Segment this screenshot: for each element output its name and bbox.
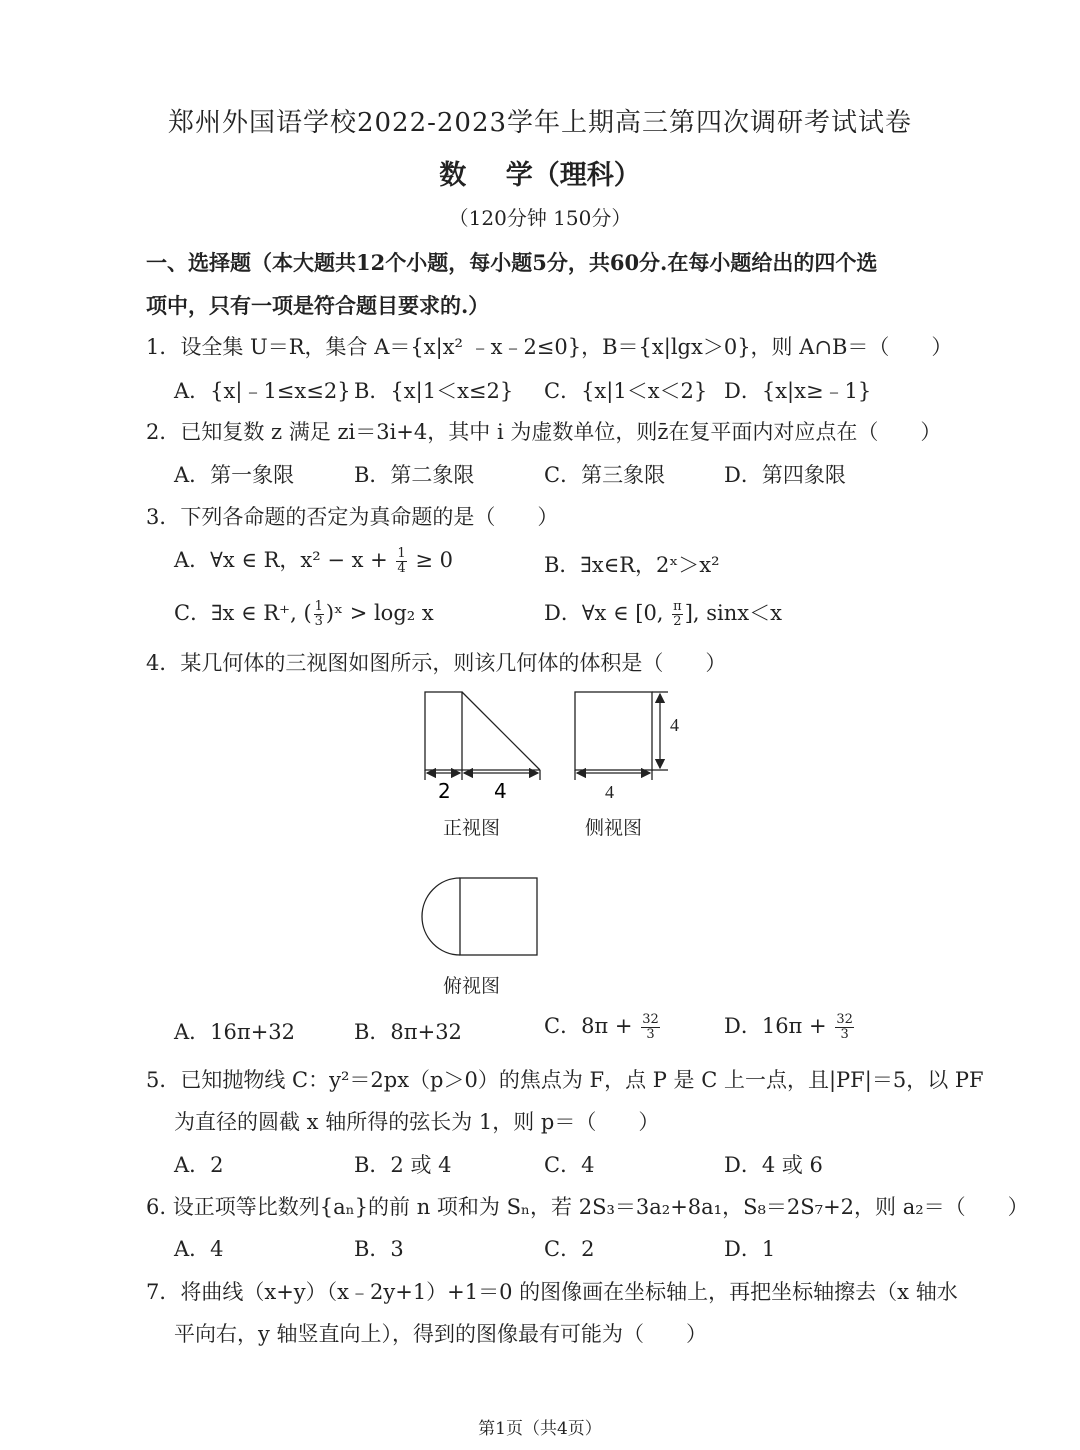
question-1-option-d: D．{x|x≥﹣1} <box>724 379 872 403</box>
three-view-diagram <box>400 680 700 1000</box>
question-4-option-d: D．16π + $\frac{32}{3}$ <box>724 1012 853 1042</box>
question-3-option-c: C．∃x ∈ R⁺, ( $\frac{1}{3}$ )ˣ > log₂ x <box>174 599 434 629</box>
dim-4-height-label: 4 <box>670 715 679 735</box>
question-6-option-c: C．2 <box>544 1237 595 1261</box>
question-7-line2: 平向右，y 轴竖直向上），得到的图像最有可能为（ ） <box>174 1322 708 1346</box>
exam-time-score: （120分钟 150分） <box>448 206 632 230</box>
question-1-option-b: B．{x|1＜x≤2} <box>354 379 514 403</box>
question-1-option-a: A．{x|﹣1≤x≤2} <box>174 379 351 403</box>
question-3-stem: 3．下列各命题的否定为真命题的是（ ） <box>146 505 559 529</box>
page-footer: 第1页（共4页） <box>478 1419 602 1439</box>
question-3-option-a: A．∀x ∈ R，x² − x + $\frac{1}{4}$ ≥ 0 <box>174 546 453 576</box>
question-6-option-b: B．3 <box>354 1237 404 1261</box>
side-view <box>575 692 668 780</box>
question-3-option-d: D．∀x ∈ [0, $\frac{\pi}{2}$ ], sinx＜x <box>544 599 782 629</box>
question-4-option-c: C．8π + $\frac{32}{3}$ <box>544 1012 659 1042</box>
question-5-line2: 为直径的圆截 x 轴所得的弦长为 1，则 p＝（ ） <box>174 1110 660 1134</box>
section-heading-line2: 项中，只有一项是符合题目要求的.） <box>146 293 490 318</box>
dim-4-side-label: 4 <box>605 782 614 802</box>
question-2-option-b: B．第二象限 <box>354 463 475 487</box>
dim-2-label: 2 <box>438 779 451 803</box>
side-view-label: 侧视图 <box>585 817 643 839</box>
question-4-option-a: A．16π+32 <box>174 1020 296 1044</box>
question-5-option-a: A．2 <box>174 1153 224 1177</box>
question-2-option-d: D．第四象限 <box>724 463 846 487</box>
question-4-option-b: B．8π+32 <box>354 1020 462 1044</box>
question-4-stem: 4．某几何体的三视图如图所示，则该几何体的体积是（ ） <box>146 651 727 675</box>
exam-subject: 数 学（理科） <box>439 160 641 191</box>
question-2-stem: 2．已知复数 z 满足 zi＝3i+4，其中 i 为虚数单位，则z̄在复平面内对应点在（ ） <box>146 420 942 444</box>
question-5-option-d: D．4 或 6 <box>724 1153 823 1177</box>
question-2-option-a: A．第一象限 <box>174 463 295 487</box>
question-5-line1: 5．已知抛物线 C：y²＝2px（p＞0）的焦点为 F，点 P 是 C 上一点，且|PF|＝5，以 PF <box>146 1068 984 1092</box>
front-view <box>425 692 540 780</box>
question-1-option-c: C．{x|1＜x＜2} <box>544 379 708 403</box>
top-view <box>422 878 537 955</box>
question-2-option-c: C．第三象限 <box>544 463 666 487</box>
top-view-label: 俯视图 <box>443 975 501 997</box>
question-1-stem: 1．设全集 U＝R，集合 A＝{x|x² ﹣x﹣2≤0}，B＝{x|lgx＞0}，则 A∩B＝（ ） <box>146 335 953 359</box>
exam-title: 郑州外国语学校2022-2023学年上期高三第四次调研考试试卷 <box>167 108 913 138</box>
question-7-line1: 7．将曲线（x+y）（x﹣2y+1）+1＝0 的图像画在坐标轴上，再把坐标轴擦去（x 轴水 <box>146 1280 958 1304</box>
question-6-option-d: D．1 <box>724 1237 776 1261</box>
front-view-label: 正视图 <box>443 817 501 839</box>
question-6-stem: 6. 设正项等比数列{aₙ}的前 n 项和为 Sₙ，若 2S₃＝3a₂+8a₁，S₈＝2S₇+2，则 a₂＝（ ） <box>146 1195 1029 1219</box>
question-5-option-c: C．4 <box>544 1153 595 1177</box>
section-heading-line1: 一、选择题（本大题共12个小题，每小题5分，共60分.在每小题给出的四个选 <box>146 250 878 275</box>
question-5-option-b: B．2 或 4 <box>354 1153 452 1177</box>
question-6-option-a: A．4 <box>174 1237 224 1261</box>
dim-4-front-label: 4 <box>494 779 507 803</box>
question-3-option-b: B．∃x∈R，2ˣ＞x² <box>544 553 720 577</box>
